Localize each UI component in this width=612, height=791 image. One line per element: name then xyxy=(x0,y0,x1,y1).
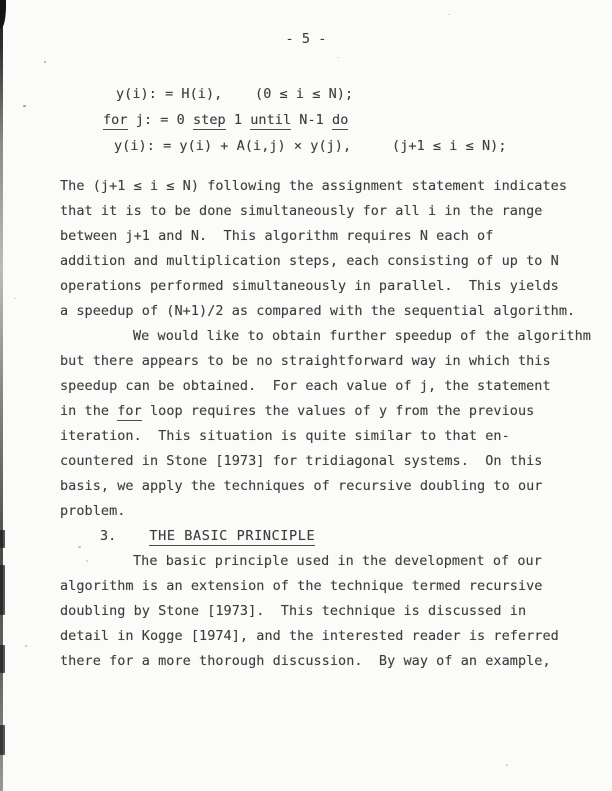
text-line: The (j+1 ≤ i ≤ N) following the assignment statement indicates xyxy=(60,178,568,194)
code-segment: j: = 0 xyxy=(127,112,193,128)
scan-speck xyxy=(448,14,450,15)
text-line: but there appears to be no straightforward way in which this xyxy=(60,353,551,369)
text-line: speedup can be obtained. For each value of j, the statement xyxy=(60,378,551,394)
code-segment: 1 xyxy=(225,112,251,128)
code-segment: N-1 xyxy=(291,112,333,128)
text-line: there for a more thorough discussion. By way of an example, xyxy=(60,653,551,669)
text-line xyxy=(60,399,590,424)
text-line: a speedup of (N+1)/2 as compared with the sequential algorithm. xyxy=(60,303,576,319)
text-line: doubling by Stone [1973]. This technique is discussed in xyxy=(60,603,527,619)
text-line: basis, we apply the techniques of recursive doubling to our xyxy=(60,478,543,494)
scan-edge-artifact xyxy=(0,645,5,673)
text-line: between j+1 and N. This algorithm requires N each of xyxy=(60,228,494,244)
algorithm-code-block xyxy=(60,81,507,159)
text-line: iteration. This situation is quite similar to that en- xyxy=(60,428,510,444)
code-line-1: y(i): = H(i), (0 ≤ i ≤ N); xyxy=(116,86,354,102)
keyword-for: for xyxy=(117,403,142,419)
section-title: THE BASIC PRINCIPLE xyxy=(149,528,316,544)
scan-edge-artifact xyxy=(0,530,5,548)
text-line: algorithm is an extension of the technique termed recursive xyxy=(60,578,543,594)
text-line: problem. xyxy=(60,503,126,519)
text-segment: loop requires the values of y from the previous xyxy=(141,403,535,419)
section-number: 3. xyxy=(100,528,117,544)
keyword-do: do xyxy=(332,112,349,128)
text-line: The basic principle used in the development of our xyxy=(133,553,542,569)
scan-speck xyxy=(23,105,26,107)
text-line: detail in Kogge [1974], and the interested reader is referred xyxy=(60,628,559,644)
keyword-step: step xyxy=(192,112,226,128)
scan-speck xyxy=(25,645,27,647)
keyword-until: until xyxy=(250,112,292,128)
text-segment: in the xyxy=(60,403,118,419)
text-line: We would like to obtain further speedup of the algorithm xyxy=(133,328,591,344)
text-line: that it is to be done simultaneously for all i in the range xyxy=(60,203,543,219)
scan-edge-artifact xyxy=(0,565,5,615)
code-line-3: y(i): = y(i) + A(i,j) × y(j), (j+1 ≤ i ≤ N); xyxy=(114,138,507,154)
scan-speck xyxy=(14,298,16,299)
code-line-2 xyxy=(103,107,507,133)
section-heading xyxy=(60,524,590,549)
text-line: addition and multiplication steps, each consisting of up to N xyxy=(60,253,559,269)
scan-corner-artifact xyxy=(0,0,6,28)
scan-speck xyxy=(337,57,339,58)
page-number: - 5 - xyxy=(285,31,327,47)
keyword-for: for xyxy=(103,112,128,128)
text-line: countered in Stone [1973] for tridiagonal systems. On this xyxy=(60,453,543,469)
scan-speck xyxy=(44,61,46,63)
document-body xyxy=(60,174,590,674)
text-line: operations performed simultaneously in parallel. This yields xyxy=(60,278,559,294)
scan-edge-artifact xyxy=(0,725,5,755)
scan-speck xyxy=(506,764,508,766)
